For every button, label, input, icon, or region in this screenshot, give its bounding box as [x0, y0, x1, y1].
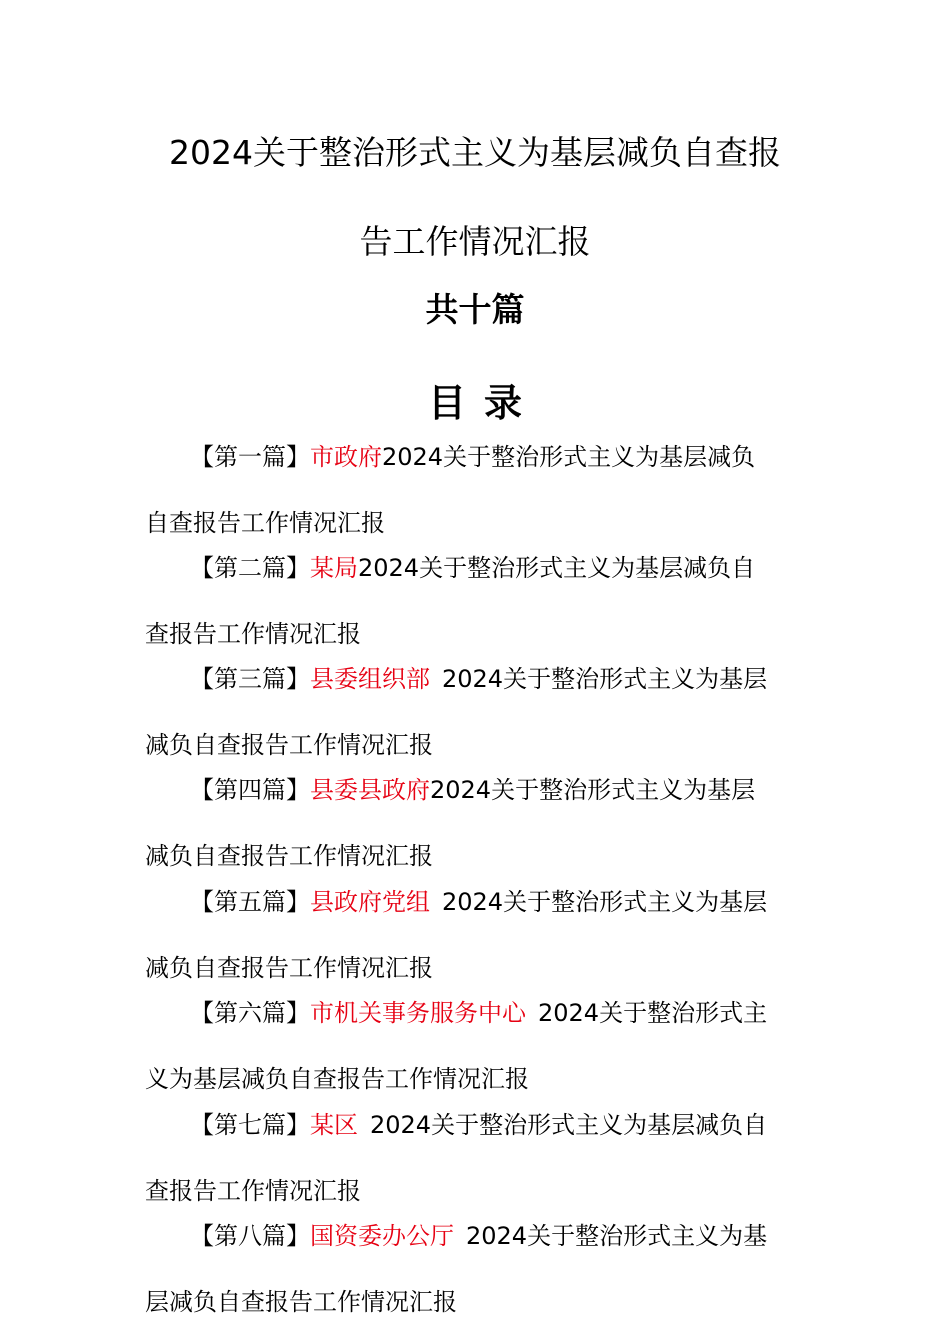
entry-title-cont: 查报告工作情况汇报 — [145, 620, 361, 648]
entry-org: 市机关事务服务中心 — [310, 999, 526, 1027]
toc-heading: 目录 — [427, 381, 540, 425]
entry-org: 县委县政府 — [310, 776, 430, 804]
entry-tag: 【第四篇】 — [190, 776, 310, 804]
entry-title-cont: 减负自查报告工作情况汇报 — [145, 731, 433, 759]
entry-title-cont: 减负自查报告工作情况汇报 — [145, 954, 433, 982]
entry-title-cont: 查报告工作情况汇报 — [145, 1177, 361, 1205]
entry-tag: 【第五篇】 — [190, 888, 310, 916]
entry-tag: 【第八篇】 — [190, 1222, 310, 1250]
entry-tag: 【第七篇】 — [190, 1111, 310, 1139]
doc-title-line-1: 2024关于整治形式主义为基层减负自查报 — [169, 133, 781, 172]
entry-title: 2024关于整治形式主 — [538, 999, 768, 1027]
doc-subtitle: 共十篇 — [425, 290, 525, 329]
entry-title: 2024关于整治形式主义为基层减负自 — [370, 1111, 768, 1139]
doc-title-line-2: 告工作情况汇报 — [359, 222, 591, 261]
entry-tag: 【第二篇】 — [190, 554, 310, 582]
entry-title-cont: 减负自查报告工作情况汇报 — [145, 842, 433, 870]
entry-org: 某区 — [310, 1111, 358, 1139]
entry-org: 县委组织部 — [310, 665, 430, 693]
entry-title: 2024关于整治形式主义为基层减负 — [382, 443, 756, 471]
entry-title: 2024关于整治形式主义为基层减负自 — [358, 554, 756, 582]
entry-title: 2024关于整治形式主义为基层 — [430, 776, 756, 804]
entry-org: 某局 — [310, 554, 358, 582]
entry-title-cont: 义为基层减负自查报告工作情况汇报 — [145, 1065, 529, 1093]
entry-tag: 【第六篇】 — [190, 999, 310, 1027]
entry-org: 国资委办公厅 — [310, 1222, 454, 1250]
entry-title-cont: 自查报告工作情况汇报 — [145, 509, 385, 537]
entry-title: 2024关于整治形式主义为基层 — [442, 888, 768, 916]
entry-org: 市政府 — [310, 443, 382, 471]
entry-tag: 【第一篇】 — [190, 443, 310, 471]
entry-org: 县政府党组 — [310, 888, 430, 916]
entry-tag: 【第三篇】 — [190, 665, 310, 693]
entry-title-cont: 层减负自查报告工作情况汇报 — [145, 1288, 457, 1316]
entry-title: 2024关于整治形式主义为基 — [466, 1222, 768, 1250]
entry-title: 2024关于整治形式主义为基层 — [442, 665, 768, 693]
